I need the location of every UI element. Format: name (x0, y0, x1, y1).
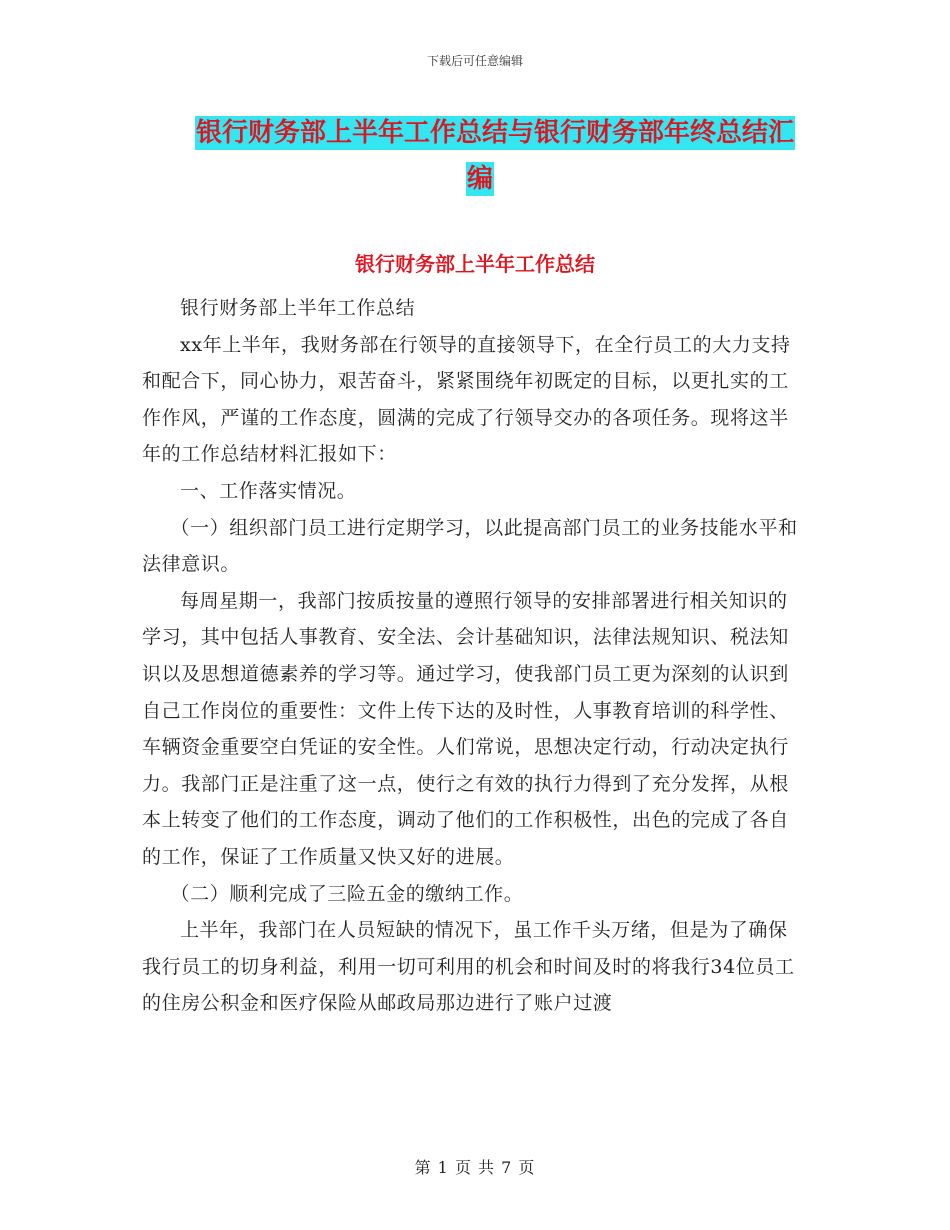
main-title-line2: 编 (466, 164, 493, 194)
paragraph: 一、工作落实情况。 (180, 479, 357, 502)
main-title-line1: 银行财务部上半年工作总结与银行财务部年终总结汇 (196, 118, 795, 148)
section-title: 银行财务部上半年工作总结 (355, 252, 595, 276)
main-title (140, 110, 820, 202)
page-footer: 第 1 页 共 7 页 (414, 1158, 536, 1177)
document-body (142, 290, 802, 1022)
paragraph: 每周星期一，我部门按质按量的遵照行领导的安排部署进行相关知识的学习，其中包括人事教育、安全法、会计基础知识，法律法规知识、税法知识以及思想道德素养的学习等。通过学习，使我部门员工更为深刻的认识到自己工作岗位的重要性：文件上传下达的及时性，人事教育培训的科学性、车辆资金重要空白凭证的安全性。人们常说，思想决定行动，行动决定执行力。我部门正是注重了这一点，使行之有效的执行力得到了充分发挥，从根本上转变了他们的工作态度，调动了他们的工作积极性，出色的完成了各自的工作，保证了工作质量又快又好的进展。 (142, 589, 789, 868)
paragraph: （二）顺利完成了三险五金的缴纳工作。 (170, 882, 524, 905)
paragraph: 上半年，我部门在人员短缺的情况下，虽工作千头万绪，但是为了确保我行员工的切身利益，利用一切可利用的机会和时间及时的将我行34位员工的住房公积金和医疗保险从邮政局那边进行了账户过渡 (142, 919, 795, 1015)
header-note: 下载后可任意编辑 (426, 54, 523, 68)
paragraph: 银行财务部上半年工作总结 (180, 297, 416, 319)
paragraph: xx年上半年，我财务部在行领导的直接领导下，在全行员工的大力支持和配合下，同心协力，艰苦奋斗，紧紧围绕年初既定的目标，以更扎实的工作作风，严谨的工作态度，圆满的完成了行领导交办的各项任务。现将这半年的工作总结材料汇报如下： (142, 333, 791, 466)
paragraph: （一）组织部门员工进行定期学习，以此提高部门员工的业务技能水平和法律意识。 (142, 516, 798, 576)
